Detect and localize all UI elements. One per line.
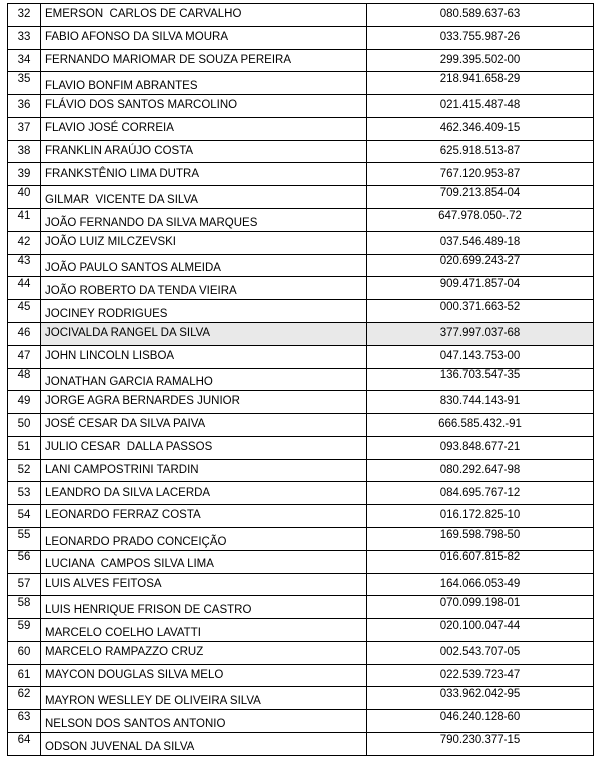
person-cpf-cell [367,26,594,49]
person-name: LUCIANA CAMPOS SILVA LIMA [45,558,214,571]
person-cpf: 016.607.815-82 [439,551,521,564]
person-cpf: 136.703.547-35 [439,369,521,382]
row-number: 34 [17,53,31,66]
row-number-cell [8,4,41,27]
table-row [8,300,594,323]
person-cpf: 767.120.953-87 [439,167,521,180]
row-number-cell [8,95,41,118]
table-row [8,641,594,664]
row-number-cell [8,391,41,414]
table-row [8,231,594,254]
person-name-cell [41,277,367,300]
row-number-cell [8,49,41,72]
row-number: 55 [17,528,31,541]
person-name-cell [41,619,367,642]
row-number-cell [8,596,41,619]
row-number: 42 [17,235,31,248]
row-number: 56 [17,551,31,564]
table-row [8,710,594,733]
person-cpf-cell [367,300,594,323]
person-cpf: 047.143.753-00 [439,349,521,362]
table-row [8,117,594,140]
person-name: MAYRON WESLLEY DE OLIVEIRA SILVA [45,695,261,708]
person-name-cell [41,482,367,505]
person-cpf: 164.066.053-49 [439,577,521,590]
person-cpf: 037.546.489-18 [439,235,521,248]
row-number-cell [8,140,41,163]
person-cpf-cell [367,231,594,254]
person-cpf-cell [367,459,594,482]
person-name-cell [41,710,367,733]
person-cpf: 299.395.502-00 [439,53,521,66]
person-name-cell [41,95,367,118]
table-row [8,368,594,391]
row-number-cell [8,619,41,642]
table-row [8,72,594,95]
person-name: LEONARDO PRADO CONCEIÇÃO [45,535,227,548]
person-cpf-cell [367,186,594,209]
row-number: 64 [17,733,31,746]
person-cpf-cell [367,414,594,437]
person-name-cell [41,4,367,27]
person-cpf-cell [367,254,594,277]
table-row [8,687,594,710]
person-cpf-cell [367,345,594,368]
person-name-cell [41,254,367,277]
person-name-cell [41,596,367,619]
table-row [8,505,594,528]
row-number-cell [8,117,41,140]
person-cpf: 084.695.767-12 [439,486,521,499]
person-name: MARCELO COELHO LAVATTI [45,626,201,639]
person-cpf-cell [367,664,594,687]
row-number: 40 [17,186,31,199]
row-number: 37 [17,122,31,135]
row-number: 58 [17,596,31,609]
person-name-cell [41,49,367,72]
person-cpf-cell [367,733,594,756]
row-number-cell [8,300,41,323]
person-cpf: 033.755.987-26 [439,30,521,43]
person-name: LUIS ALVES FEITOSA [45,577,162,590]
row-number-cell [8,733,41,756]
person-name-cell [41,573,367,596]
table-row [8,550,594,573]
table-row [8,573,594,596]
row-number-cell [8,505,41,528]
row-number: 44 [17,278,31,291]
table-row [8,596,594,619]
person-name-cell [41,26,367,49]
person-name: FRANKSTÊNIO LIMA DUTRA [45,167,199,180]
person-name-cell [41,414,367,437]
person-name-cell [41,322,367,345]
person-cpf-cell [367,436,594,459]
person-name-cell [41,733,367,756]
row-number: 63 [17,710,31,723]
person-name: EMERSON CARLOS DE CARVALHO [45,8,242,21]
person-name: JOCIVALDA RANGEL DA SILVA [45,327,211,340]
table-row [8,254,594,277]
row-number-cell [8,641,41,664]
person-name-cell [41,664,367,687]
row-number: 51 [17,440,31,453]
person-cpf-cell [367,72,594,95]
table-row [8,664,594,687]
person-name-cell [41,140,367,163]
person-name: LUIS HENRIQUE FRISON DE CASTRO [45,603,252,616]
person-cpf: 462.346.409-15 [439,122,521,135]
row-number: 61 [17,668,31,681]
person-cpf: 666.585.432.-91 [438,418,522,431]
person-name: JOÃO LUIZ MILCZEVSKI [45,235,176,248]
table-row [8,733,594,756]
person-cpf-cell [367,391,594,414]
row-number-cell [8,231,41,254]
table-row [8,322,594,345]
person-name-cell [41,186,367,209]
person-cpf-cell [367,550,594,573]
person-cpf-cell [367,641,594,664]
person-cpf: 080.292.647-98 [439,463,521,476]
person-cpf: 218.941.658-29 [439,72,521,85]
row-number-cell [8,664,41,687]
row-number-cell [8,482,41,505]
person-cpf: 093.848.677-21 [439,440,521,453]
table-row [8,619,594,642]
person-name-cell [41,391,367,414]
person-name: LEONARDO FERRAZ COSTA [45,509,201,522]
person-name: FERNANDO MARIOMAR DE SOUZA PEREIRA [45,53,292,66]
person-name-cell [41,117,367,140]
person-name: JOHN LINCOLN LISBOA [45,349,175,362]
person-cpf: 046.240.128-60 [439,710,521,723]
row-number-cell [8,459,41,482]
table-row [8,49,594,72]
person-name-cell [41,163,367,186]
row-number: 52 [17,463,31,476]
row-number: 45 [17,300,31,313]
name-cpf-table [7,3,594,756]
table-row [8,391,594,414]
row-number-cell [8,26,41,49]
table-body [8,4,594,756]
person-name-cell [41,550,367,573]
row-number-cell [8,550,41,573]
person-cpf-cell [367,505,594,528]
person-name-cell [41,345,367,368]
person-name: JORGE AGRA BERNARDES JUNIOR [45,395,240,408]
table-row [8,186,594,209]
row-number-cell [8,414,41,437]
person-name: JOÃO ROBERTO DA TENDA VIEIRA [45,285,237,298]
row-number: 62 [17,688,31,701]
person-cpf: 020.100.047-44 [439,619,521,632]
person-name: ODSON JUVENAL DA SILVA [45,740,195,753]
person-cpf-cell [367,687,594,710]
person-cpf-cell [367,117,594,140]
table-row [8,140,594,163]
person-cpf-cell [367,322,594,345]
person-name: FRANKLIN ARAÚJO COSTA [45,144,194,157]
person-cpf-cell [367,140,594,163]
row-number-cell [8,687,41,710]
table-row [8,277,594,300]
person-cpf: 709.213.854-04 [439,186,521,199]
table-row [8,459,594,482]
person-cpf-cell [367,710,594,733]
person-cpf-cell [367,596,594,619]
person-cpf-cell [367,163,594,186]
row-number-cell [8,710,41,733]
person-cpf-cell [367,277,594,300]
person-name: FABIO AFONSO DA SILVA MOURA [45,30,228,43]
row-number: 49 [17,395,31,408]
person-cpf: 377.997.037-68 [439,327,521,340]
row-number: 60 [17,646,31,659]
person-name-cell [41,641,367,664]
row-number: 57 [17,577,31,590]
person-cpf: 000.371.663-52 [439,300,521,313]
person-name: GILMAR VICENTE DA SILVA [45,193,198,206]
person-cpf: 625.918.513-87 [439,144,521,157]
person-name: MARCELO RAMPAZZO CRUZ [45,646,204,659]
person-name: JULIO CESAR DALLA PASSOS [45,440,213,453]
person-cpf-cell [367,619,594,642]
row-number-cell [8,209,41,232]
row-number-cell [8,322,41,345]
row-number: 41 [17,209,31,222]
person-cpf-cell [367,368,594,391]
row-number-cell [8,436,41,459]
row-number: 36 [17,99,31,112]
person-name-cell [41,300,367,323]
row-number: 54 [17,509,31,522]
person-cpf: 021.415.487-48 [439,99,521,112]
person-cpf: 033.962.042-95 [439,688,521,701]
person-cpf: 790.230.377-15 [439,733,521,746]
row-number: 53 [17,486,31,499]
table-row [8,95,594,118]
person-cpf-cell [367,4,594,27]
person-cpf-cell [367,573,594,596]
person-cpf: 169.598.798-50 [439,528,521,541]
row-number: 59 [17,619,31,632]
person-name-cell [41,231,367,254]
person-name: JONATHAN GARCIA RAMALHO [45,376,213,389]
row-number-cell [8,254,41,277]
row-number: 38 [17,144,31,157]
table-row [8,209,594,232]
table-row [8,26,594,49]
row-number-cell [8,186,41,209]
row-number-cell [8,72,41,95]
person-name: JOCINEY RODRIGUES [45,307,168,320]
table-row [8,4,594,27]
table-row [8,527,594,550]
row-number-cell [8,368,41,391]
table-row [8,436,594,459]
person-cpf-cell [367,49,594,72]
person-cpf: 070.099.198-01 [439,596,521,609]
row-number: 46 [17,327,31,340]
row-number-cell [8,163,41,186]
person-name-cell [41,459,367,482]
row-number: 47 [17,349,31,362]
person-name-cell [41,687,367,710]
person-cpf: 020.699.243-27 [439,255,521,268]
table-row [8,345,594,368]
row-number: 35 [17,72,31,85]
row-number-cell [8,277,41,300]
person-name: LEANDRO DA SILVA LACERDA [45,486,211,499]
person-name: JOÃO PAULO SANTOS ALMEIDA [45,262,221,275]
person-name-cell [41,527,367,550]
row-number-cell [8,527,41,550]
person-name: MAYCON DOUGLAS SILVA MELO [45,668,224,681]
table-row [8,482,594,505]
person-name-cell [41,368,367,391]
person-cpf: 647.978.050-.72 [438,209,522,222]
person-cpf-cell [367,209,594,232]
table-row [8,414,594,437]
person-name-cell [41,505,367,528]
person-name: FLAVIO JOSÉ CORREIA [45,122,174,135]
row-number: 50 [17,418,31,431]
person-cpf: 080.589.637-63 [439,8,521,21]
row-number-cell [8,345,41,368]
person-cpf-cell [367,527,594,550]
person-name: JOÃO FERNANDO DA SILVA MARQUES [45,216,258,229]
person-name-cell [41,436,367,459]
person-name: FLÁVIO DOS SANTOS MARCOLINO [45,99,238,112]
person-cpf: 022.539.723-47 [439,668,521,681]
person-name: LANI CAMPOSTRINI TARDIN [45,463,199,476]
table-row [8,163,594,186]
row-number: 32 [17,8,31,21]
person-name-cell [41,72,367,95]
person-cpf: 830.744.143-91 [439,395,521,408]
person-name: JOSÉ CESAR DA SILVA PAIVA [45,418,206,431]
person-name: NELSON DOS SANTOS ANTONIO [45,717,226,730]
row-number: 33 [17,30,31,43]
person-cpf: 002.543.707-05 [439,646,521,659]
person-name-cell [41,209,367,232]
row-number: 43 [17,255,31,268]
person-name: FLAVIO BONFIM ABRANTES [45,79,198,92]
row-number-cell [8,573,41,596]
person-cpf: 016.172.825-10 [439,509,521,522]
person-cpf: 909.471.857-04 [439,278,521,291]
row-number: 48 [17,369,31,382]
row-number: 39 [17,167,31,180]
person-cpf-cell [367,482,594,505]
person-cpf-cell [367,95,594,118]
